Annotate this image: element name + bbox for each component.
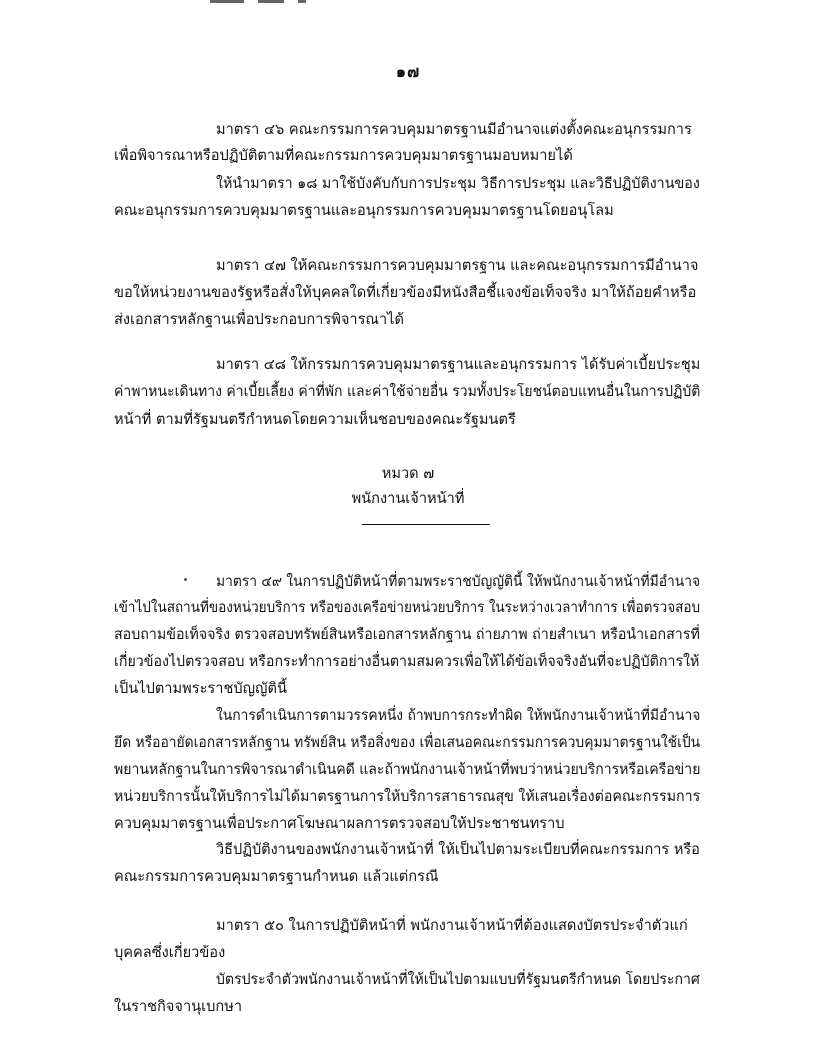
chapter-title: พนักงานเจ้าหน้าที่ [351,490,465,507]
section-49-line-5: เป็นไปตามพระราชบัญญัตินี้ [114,680,287,697]
section-50-line-2: บุคคลซึ่งเกี่ยวข้อง [114,944,226,961]
scan-speck [184,578,187,581]
page-number: ๑๗ [395,62,421,81]
section-49-para2-line-4: หน่วยบริการนั้นให้บริการไม่ได้มาตรฐานการให้บริการสาธารณสุข ให้เสนอเรื่องต่อคณะกรรมการ [114,788,701,805]
section-49-para2-line-1: ในการดำเนินการตามวรรคหนึ่ง ถ้าพบการกระทำผิด ให้พนักงานเจ้าหน้าที่มีอำนาจ [216,707,701,724]
section-50-line-1: มาตรา ๕๐ ในการปฏิบัติหน้าที่ พนักงานเจ้าหน้าที่ต้องแสดงบัตรประจำตัวแก่ [216,917,688,934]
section-50-para2-line-1: บัตรประจำตัวพนักงานเจ้าหน้าที่ให้เป็นไปตามแบบที่รัฐมนตรีกำหนด โดยประกาศ [216,971,700,988]
section-49-line-3: สอบถามข้อเท็จจริง ตรวจสอบทรัพย์สินหรือเอกสารหลักฐาน ถ่ายภาพ ถ่ายสำเนา หรือนำเอกสารที่ [114,626,700,643]
section-50-para2-line-2: ในราชกิจจานุเบกษา [114,998,243,1015]
section-47-line-1: มาตรา ๔๗ ให้คณะกรรมการควบคุมมาตรฐาน และคณะอนุกรรมการมีอำนาจ [216,257,699,274]
scan-artifact-marks [210,0,370,6]
section-49-para2-line-5: ควบคุมมาตรฐานเพื่อประกาศโฆษณาผลการตรวจสอบให้ประชาชนทราบ [114,815,565,832]
section-46-line-2: เพื่อพิจารณาหรือปฏิบัติตามที่คณะกรรมการควบคุมมาตรฐานมอบหมายได้ [114,147,573,164]
section-48-line-3: หน้าที่ ตามที่รัฐมนตรีกำหนดโดยความเห็นชอบของคณะรัฐมนตรี [114,411,516,428]
section-49-para2-line-3: พยานหลักฐานในการพิจารณาดำเนินคดี และถ้าพนักงานเจ้าหน้าที่พบว่าหน่วยบริการหรือเครือข่าย [114,761,701,778]
section-47-line-3: ส่งเอกสารหลักฐานเพื่อประกอบการพิจารณาได้ [114,311,404,328]
section-49-para3-line-2: คณะกรรมการควบคุมมาตรฐานกำหนด แล้วแต่กรณี [114,868,439,885]
section-46-line-1: มาตรา ๔๖ คณะกรรมการควบคุมมาตรฐานมีอำนาจแต่งตั้งคณะอนุกรรมการ [216,121,692,138]
section-49-para3-line-1: วิธีปฏิบัติงานของพนักงานเจ้าหน้าที่ ให้เป็นไปตามระเบียบที่คณะกรรมการ หรือ [216,841,700,858]
section-48-line-1: มาตรา ๔๘ ให้กรรมการควบคุมมาตรฐานและอนุกรรมการ ได้รับค่าเบี้ยประชุม [216,356,701,373]
section-49-line-1: มาตรา ๔๙ ในการปฏิบัติหน้าที่ตามพระราชบัญญัตินี้ ให้พนักงานเจ้าหน้าที่มีอำนาจ [216,573,701,590]
section-49-line-4: เกี่ยวข้องไปตรวจสอบ หรือกระทำการอย่างอื่นตามสมควรเพื่อให้ได้ข้อเท็จจริงอันที่จะปฏิบัติการให้ [114,653,700,670]
chapter-number: หมวด ๗ [381,465,435,482]
section-46-line-4: คณะอนุกรรมการควบคุมมาตรฐานและอนุกรรมการควบคุมมาตรฐานโดยอนุโลม [114,202,614,219]
chapter-underline [362,524,490,525]
section-48-line-2: ค่าพาหนะเดินทาง ค่าเบี้ยเลี้ยง ค่าที่พัก และค่าใช้จ่ายอื่น รวมทั้งประโยชน์ตอบแทนอื่นในการปฏิบัติ [114,383,701,400]
section-49-para2-line-2: ยึด หรืออายัดเอกสารหลักฐาน ทรัพย์สิน หรือสิ่งของ เพื่อเสนอคณะกรรมการควบคุมมาตรฐานใช้เป็น [114,734,701,751]
section-47-line-2: ขอให้หน่วยงานของรัฐหรือสั่งให้บุคคลใดที่เกี่ยวข้องมีหนังสือชี้แจงข้อเท็จจริง มาให้ถ้อยคำหรือ [114,284,697,301]
section-46-line-3: ให้นำมาตรา ๑๘ มาใช้บังคับกับการประชุม วิธีการประชุม และวิธีปฏิบัติงานของ [216,175,700,192]
section-49-line-2: เข้าไปในสถานที่ของหน่วยบริการ หรือของเครือข่ายหน่วยบริการ ในระหว่างเวลาทำการ เพื่อตรวจสอบ [114,599,701,616]
